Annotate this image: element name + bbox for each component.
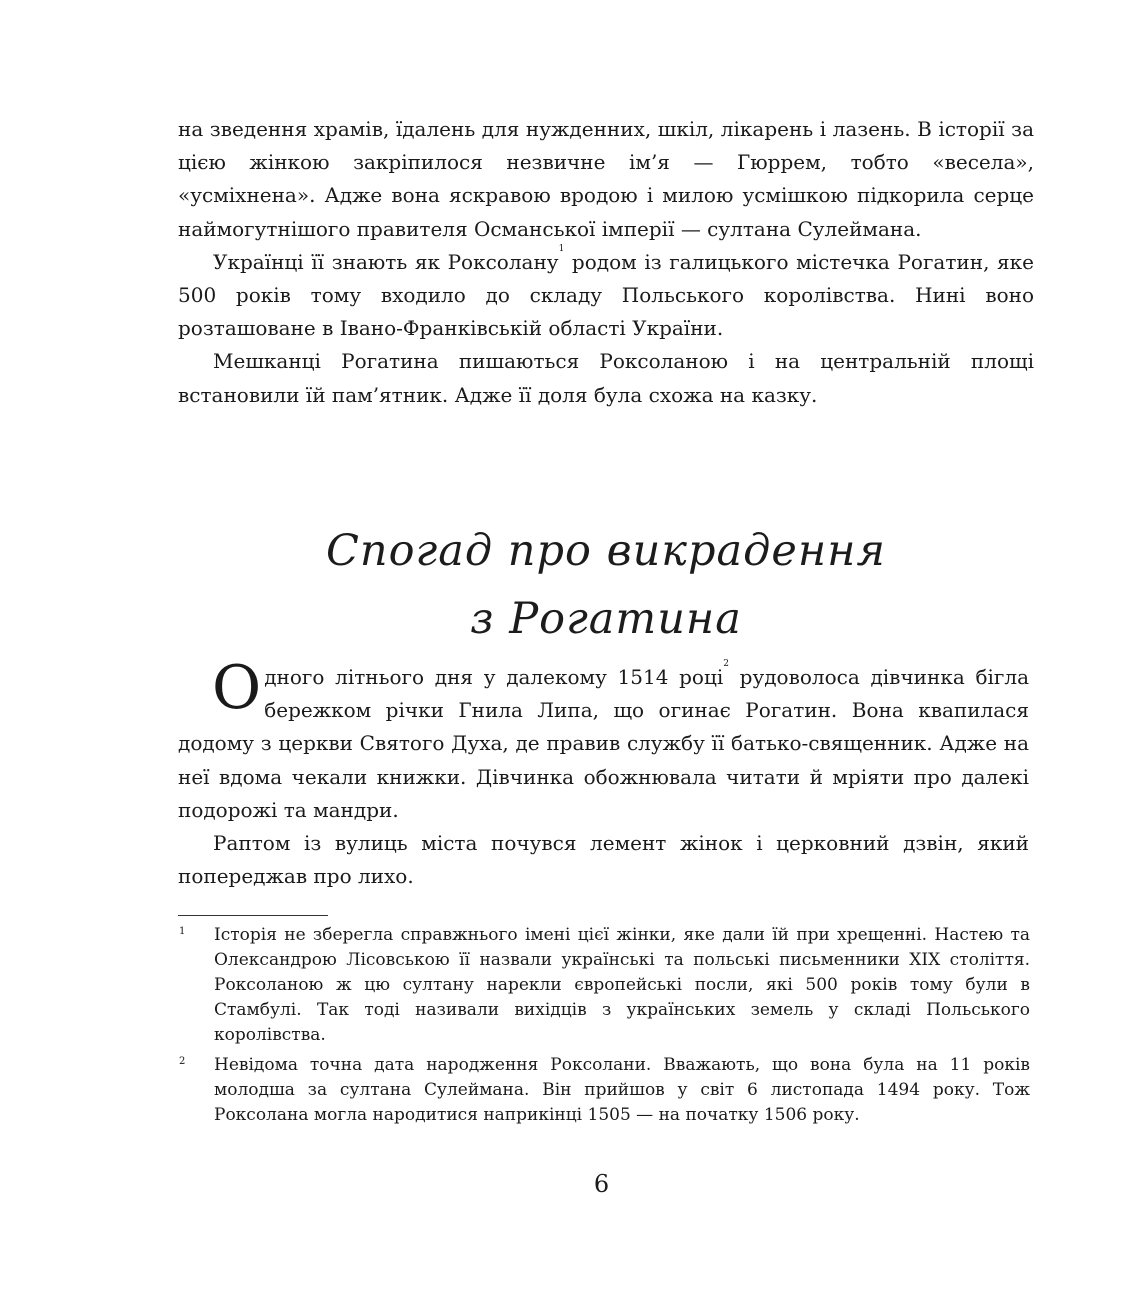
intro-paragraph-1: на зведення храмів, їдалень для нужденних, шкіл, лікарень і лазень. В історії за цією жінкою закріпилося незвичне ім’я — Гюррем, тобто «весела», «усміхнена». Адже вона яскравою вродою і милою усмішкою підкорила серце наймогутнішого правителя Османської імперії — султана Сулеймана. <box>178 117 1034 241</box>
footnote-number: 1 <box>179 926 186 937</box>
story-paragraph-1 <box>178 653 1029 827</box>
intro-paragraph-3: Мешканці Рогатина пишаються Роксоланою і на центральній площі встановили їй пам’ятник. Адже її доля була схожа на казку. <box>178 349 1034 407</box>
chapter-title <box>178 517 1034 653</box>
story-paragraph-1-text: дного літнього дня у далекому 1514 році <box>264 665 724 689</box>
intro-paragraph-2-text-cont: родом із галицького містечка Рогатин, яке 500 років тому входило до складу Польського королівства. Нині воно розташоване в Івано-Франківській області України. <box>178 249 1035 341</box>
footnote-1 <box>178 923 1030 1048</box>
footnote-2 <box>178 1053 1030 1128</box>
intro-paragraph-2 <box>178 243 1035 346</box>
footnote-number: 2 <box>179 1056 186 1067</box>
story-paragraph-1-text-cont: рудоволоса дівчинка бігла бережком річки Гнила Липа, що огинає Рогатин. Вона квапилася додому з церкви Святого Духа, де правив службу її батько-священник. Адже на неї вдома чекали книжки. Дівчинка обожнювала читати й мріяти про далекі подорожі та мандри. <box>178 665 1029 822</box>
footnote-text: Історія не зберегла справжнього імені цієї жінки, яке дали їй при хрещенні. Настею та Олександрою Лісовською її назвали українські та польські письменники XIX століття. Роксоланою ж цю султану нарекли європейські посли, які 500 років тому були в Стамбулі. Так тоді називали вихідців з українських земель у складі Польського королівства. <box>214 925 1030 1045</box>
intro-paragraph-2-text: Українці її знають як Роксолану <box>213 249 559 274</box>
drop-cap: О <box>212 653 262 723</box>
footnote-text: Невідома точна дата народження Роксолани. Вважають, що вона була на 11 років молодша за султана Сулеймана. Він прийшов у світ 6 листопада 1494 року. Тож Роксолана могла народитися наприкінці 1505 — на початку 1506 року. <box>214 1055 1030 1125</box>
footnotes <box>178 923 1030 1133</box>
footnote-ref-2[interactable]: 2 <box>723 659 729 669</box>
chapter-title-line-2: з Рогатина <box>470 593 742 644</box>
page-number: 6 <box>593 1170 610 1198</box>
story-text <box>178 653 1029 893</box>
intro-text <box>178 113 1034 412</box>
footnote-ref-1[interactable]: 1 <box>558 243 565 254</box>
story-paragraph-2: Раптом із вулиць міста почувся лемент жінок і церковний дзвін, який попереджав про лихо. <box>178 831 1029 889</box>
footnote-divider <box>178 915 328 916</box>
chapter-title-line-1: Спогад про викрадення <box>326 525 886 576</box>
